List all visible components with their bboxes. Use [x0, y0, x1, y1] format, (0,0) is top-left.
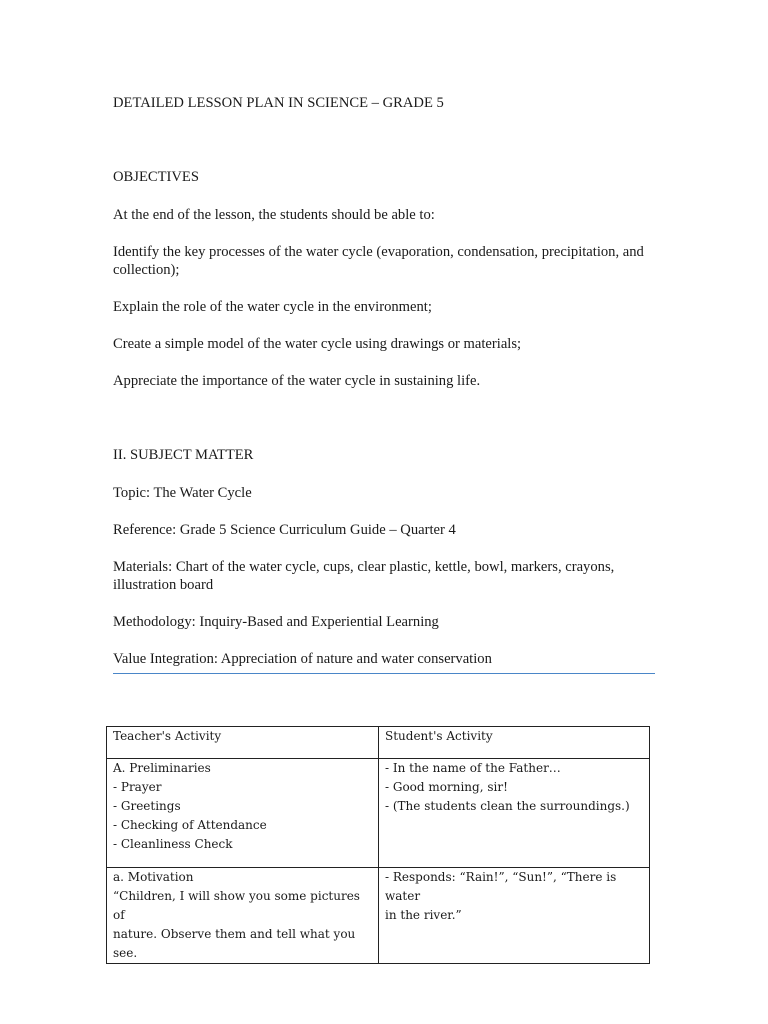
table-row	[107, 759, 650, 868]
header-student-activity: Student's Activity	[379, 727, 650, 759]
cell-line: - Checking of Attendance	[113, 818, 267, 832]
subject-materials: Materials: Chart of the water cycle, cups, clear plastic, kettle, bowl, markers, crayons, illustration board	[113, 559, 615, 593]
document-title: DETAILED LESSON PLAN IN SCIENCE – GRADE 5	[113, 95, 444, 111]
activity-table	[106, 726, 650, 964]
cell-line: - Greetings	[113, 799, 181, 813]
objectives-heading: OBJECTIVES	[113, 169, 199, 185]
subject-matter-heading: II. SUBJECT MATTER	[113, 447, 254, 463]
objectives-intro: At the end of the lesson, the students should be able to:	[113, 207, 435, 223]
objective-item-4: Appreciate the importance of the water cycle in sustaining life.	[113, 373, 481, 389]
cell-line: - Responds: “Rain!”, “Sun!”, “There is water	[385, 870, 617, 903]
objective-item-1: Identify the key processes of the water cycle (evaporation, condensation, precipitation, and collection);	[113, 244, 644, 278]
table-row	[107, 868, 650, 964]
header-teacher-activity: Teacher's Activity	[107, 727, 379, 759]
student-cell-preliminaries	[379, 759, 650, 868]
objective-item-3: Create a simple model of the water cycle using drawings or materials;	[113, 336, 522, 352]
cell-line: - Prayer	[113, 780, 162, 794]
objective-item-2: Explain the role of the water cycle in the environment;	[113, 299, 432, 315]
cell-line: - Good morning, sir!	[385, 780, 508, 794]
subject-methodology: Methodology: Inquiry-Based and Experiential Learning	[113, 614, 439, 630]
horizontal-rule	[113, 673, 655, 674]
subject-topic: Topic: The Water Cycle	[113, 485, 252, 501]
cell-line: - (The students clean the surroundings.)	[385, 799, 630, 813]
cell-line: nature. Observe them and tell what you see.	[113, 927, 356, 960]
teacher-cell-preliminaries	[107, 759, 379, 868]
cell-line: - Cleanliness Check	[113, 837, 233, 851]
subject-reference: Reference: Grade 5 Science Curriculum Guide – Quarter 4	[113, 522, 456, 538]
teacher-cell-motivation	[107, 868, 379, 964]
cell-line: in the river.”	[385, 908, 462, 922]
table-header-row	[107, 727, 650, 759]
cell-line: - In the name of the Father…	[385, 761, 561, 775]
cell-line: A. Preliminaries	[113, 761, 211, 775]
cell-line: “Children, I will show you some pictures of	[113, 889, 360, 922]
student-cell-motivation	[379, 868, 650, 964]
subject-value-integration: Value Integration: Appreciation of nature and water conservation	[113, 651, 492, 667]
cell-line: a. Motivation	[113, 870, 194, 884]
